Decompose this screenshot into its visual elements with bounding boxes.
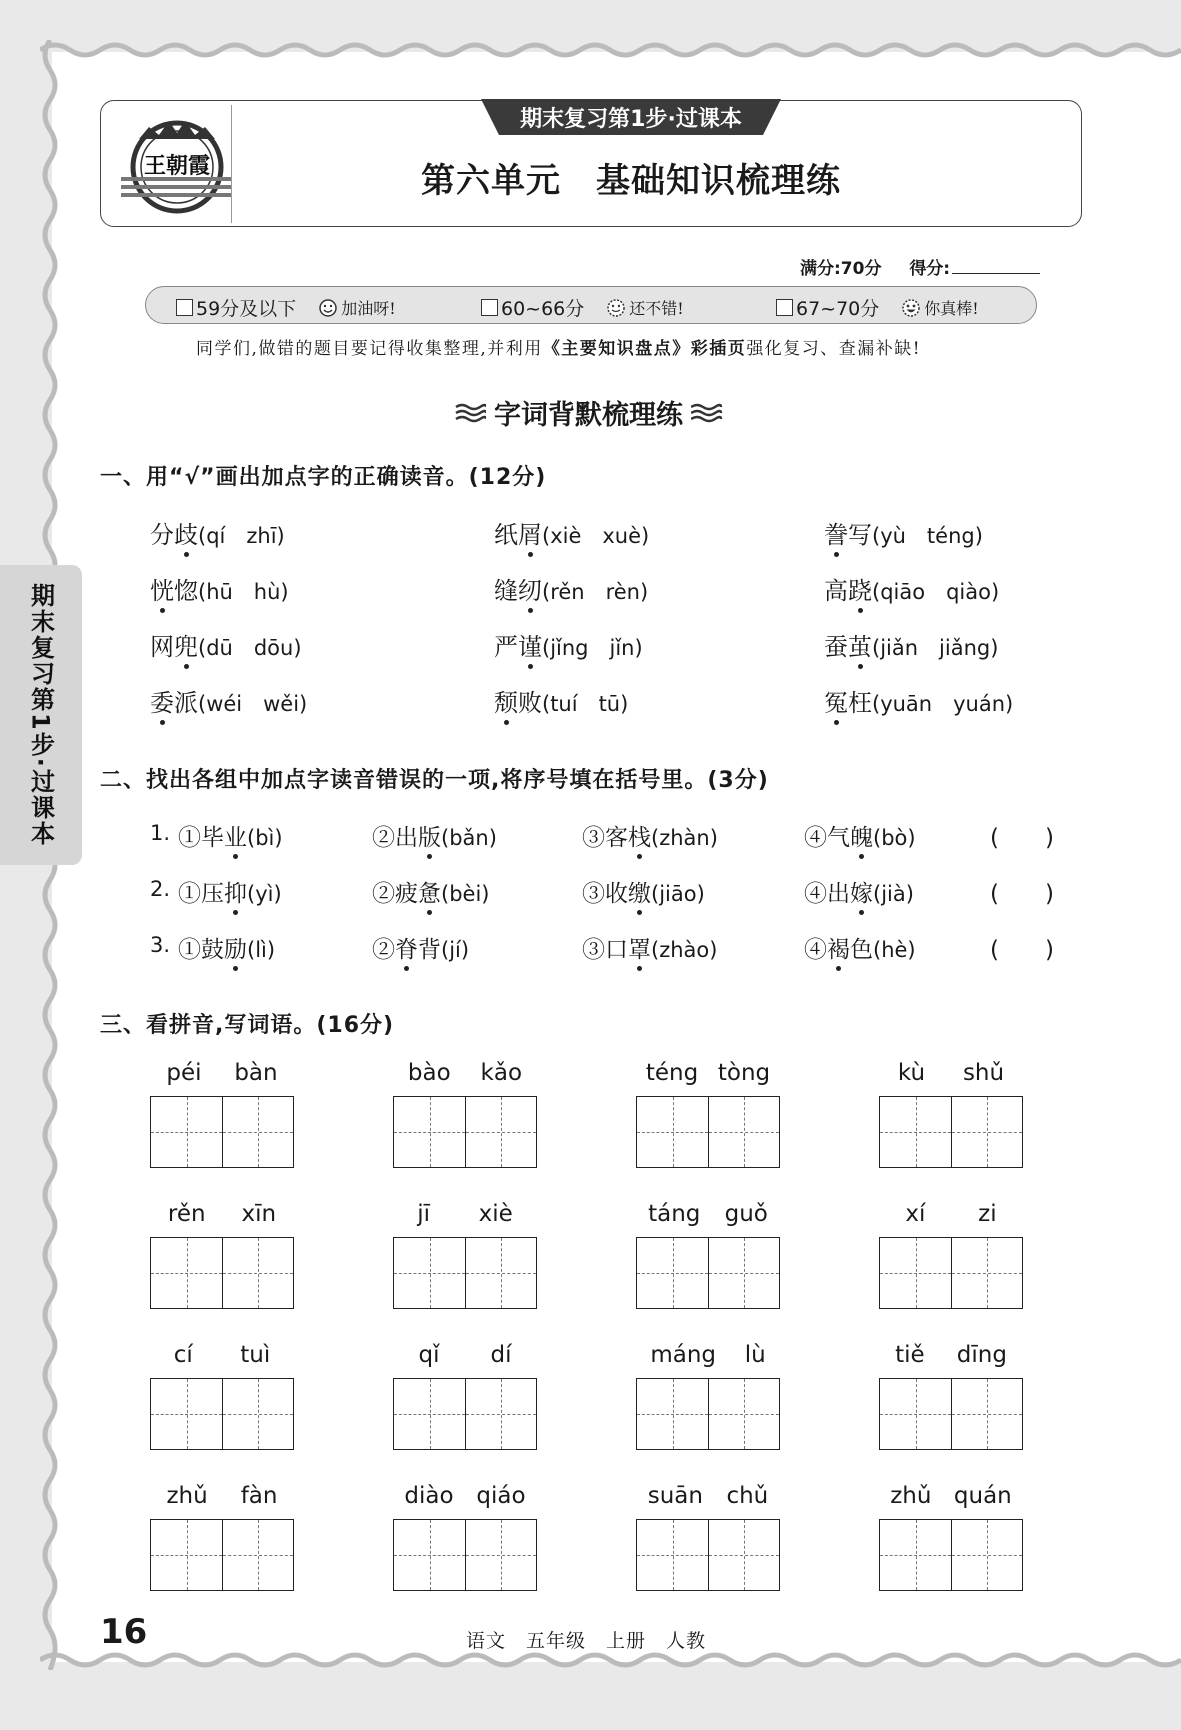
word-part: 高	[824, 577, 848, 605]
pinyin-syllable: xīn	[241, 1201, 277, 1227]
option-pinyin: (zhào)	[651, 938, 718, 962]
page-title: 第六单元 基础知识梳理练	[421, 161, 841, 201]
pinyin-prompt	[879, 1201, 1023, 1237]
reading-item	[824, 571, 999, 606]
pinyin-syllable: diào	[404, 1483, 454, 1509]
step-banner	[481, 99, 781, 139]
word-part: 出	[827, 881, 850, 907]
grade-praise: 还不错!	[629, 299, 684, 318]
pinyin-syllable: tòng	[717, 1060, 771, 1086]
score-blank[interactable]	[952, 273, 1040, 274]
tianzige-cell[interactable]	[880, 1520, 951, 1590]
dotted-char: 栈	[628, 825, 651, 851]
logo-divider	[231, 105, 232, 223]
pinyin-syllable: bào	[407, 1060, 451, 1086]
grade-bar	[145, 286, 1037, 324]
step-banner-label: 期末复习第1步·过课本	[520, 106, 742, 132]
dotted-char: 版	[418, 825, 441, 851]
answer-option	[804, 931, 916, 964]
dotted-char: 励	[224, 937, 247, 963]
pinyin-prompt	[393, 1483, 537, 1519]
side-tab	[0, 565, 82, 865]
word-part: 口	[605, 937, 628, 963]
option-marker: ①	[178, 881, 201, 907]
tianzige-cell[interactable]	[151, 1097, 222, 1167]
word-part: 毕	[201, 825, 224, 851]
answer-option	[582, 931, 717, 964]
dotted-char: 罩	[628, 937, 651, 963]
dotted-char: 魄	[850, 825, 873, 851]
pinyin-syllable: kù	[897, 1060, 926, 1086]
tianzige-box[interactable]	[150, 1378, 294, 1450]
word-part: 网	[150, 633, 174, 661]
tianzige-box[interactable]	[393, 1378, 537, 1450]
dotted-char: 兜	[174, 633, 198, 661]
grade-range: 67~70分	[796, 298, 880, 320]
footer-text: 语文 五年级 上册 人教	[466, 1630, 707, 1652]
dotted-char: 脊	[395, 937, 418, 963]
pinyin-prompt	[150, 1342, 294, 1378]
dotted-char: 誊	[824, 521, 848, 549]
pinyin-prompt	[636, 1060, 780, 1096]
pinyin-prompt	[150, 1201, 294, 1237]
tianzige-cell[interactable]	[222, 1379, 293, 1449]
pinyin-choices[interactable]: (wéi wěi)	[198, 692, 308, 716]
option-marker: ④	[804, 937, 827, 963]
tianzige-box[interactable]	[879, 1096, 1023, 1168]
pinyin-choices[interactable]: (yù téng)	[872, 524, 983, 548]
pinyin-choices[interactable]: (xiè xuè)	[542, 524, 650, 548]
option-marker: ①	[178, 825, 201, 851]
dotted-char: 褐	[827, 937, 850, 963]
word-part: 纸	[494, 521, 518, 549]
dotted-char: 恍	[150, 577, 174, 605]
pinyin-syllable: dīng	[956, 1342, 1007, 1368]
happy-face-icon	[901, 298, 921, 318]
study-note	[196, 334, 921, 359]
option-pinyin: (jià)	[873, 882, 914, 906]
pinyin-syllable: kǎo	[480, 1060, 523, 1086]
pinyin-syllable: zhǔ	[890, 1483, 932, 1509]
option-marker: ②	[372, 881, 395, 907]
grade-checkbox[interactable]	[176, 299, 193, 316]
word-part: 枉	[848, 689, 872, 717]
tianzige-box[interactable]	[393, 1237, 537, 1309]
pinyin-syllable: jī	[417, 1201, 431, 1227]
tianzige-cell[interactable]	[222, 1097, 293, 1167]
grade-option-1[interactable]	[176, 294, 396, 321]
pinyin-choices[interactable]: (yuān yuán)	[872, 692, 1014, 716]
pinyin-syllable: guǒ	[724, 1201, 768, 1227]
answer-option	[804, 819, 916, 852]
pinyin-write-block	[636, 1483, 780, 1591]
pinyin-prompt	[879, 1483, 1023, 1519]
dotted-char: 缴	[628, 881, 651, 907]
option-marker: ①	[178, 937, 201, 963]
dotted-char: 嫁	[850, 881, 873, 907]
pinyin-write-block	[150, 1342, 294, 1450]
tianzige-box[interactable]	[150, 1519, 294, 1591]
question-number: 3.	[150, 933, 171, 957]
pinyin-write-block	[150, 1483, 294, 1591]
answer-option	[372, 875, 489, 908]
pinyin-write-block	[150, 1201, 294, 1309]
dotted-char: 纫	[518, 577, 542, 605]
question-number: 1.	[150, 821, 171, 845]
wavy-border-top	[40, 40, 1181, 60]
option-pinyin: (jiāo)	[651, 882, 705, 906]
tianzige-box[interactable]	[636, 1237, 780, 1309]
option-pinyin: (bǎn)	[441, 826, 497, 850]
tianzige-cell[interactable]	[465, 1379, 536, 1449]
word-part: 收	[605, 881, 628, 907]
dotted-char: 委	[150, 689, 174, 717]
pinyin-prompt	[879, 1060, 1023, 1096]
smile-face-icon	[606, 298, 626, 318]
word-part: 压	[201, 881, 224, 907]
tianzige-cell[interactable]	[637, 1238, 708, 1308]
pinyin-syllable: tuì	[240, 1342, 271, 1368]
tianzige-cell[interactable]	[465, 1238, 536, 1308]
pinyin-prompt	[636, 1201, 780, 1237]
option-pinyin: (bì)	[247, 826, 283, 850]
svg-text:王朝霞: 王朝霞	[143, 153, 211, 179]
tianzige-cell[interactable]	[394, 1379, 465, 1449]
reading-item	[824, 627, 998, 662]
reading-item	[494, 571, 648, 606]
answer-option	[178, 875, 282, 908]
pinyin-write-block	[150, 1060, 294, 1168]
word-part: 色	[850, 937, 873, 963]
answer-option	[582, 875, 705, 908]
word-part: 客	[605, 825, 628, 851]
pinyin-syllable: fàn	[240, 1483, 278, 1509]
pinyin-prompt	[150, 1483, 294, 1519]
note-highlight: 《主要知识盘点》彩插页	[542, 339, 747, 359]
answer-option	[372, 931, 469, 964]
option-marker: ②	[372, 937, 395, 963]
option-marker: ③	[582, 881, 605, 907]
tianzige-cell[interactable]	[394, 1520, 465, 1590]
tianzige-box[interactable]	[636, 1096, 780, 1168]
grade-range: 59分及以下	[196, 298, 297, 320]
word-part: 疲	[395, 881, 418, 907]
reading-item	[494, 515, 649, 550]
pinyin-prompt	[393, 1342, 537, 1378]
word-part: 惚	[174, 577, 198, 605]
option-pinyin: (zhàn)	[651, 826, 718, 850]
pinyin-syllable: xí	[905, 1201, 926, 1227]
dotted-char: 屑	[518, 521, 542, 549]
option-pinyin: (bèi)	[441, 882, 490, 906]
answer-parentheses[interactable]: ( )	[990, 881, 1054, 907]
tianzige-cell[interactable]	[708, 1238, 779, 1308]
q1-heading: 一、用“√”画出加点字的正确读音。(12分)	[100, 465, 547, 490]
dotted-char: 茧	[848, 633, 872, 661]
pinyin-syllable: péi	[166, 1060, 202, 1086]
tianzige-cell[interactable]	[880, 1238, 951, 1308]
tianzige-cell[interactable]	[394, 1097, 465, 1167]
pinyin-syllable: rěn	[167, 1201, 206, 1227]
tianzige-cell[interactable]	[151, 1520, 222, 1590]
pinyin-write-block	[636, 1201, 780, 1309]
grade-checkbox[interactable]	[481, 299, 498, 316]
tianzige-cell[interactable]	[637, 1520, 708, 1590]
tianzige-cell[interactable]	[394, 1238, 465, 1308]
pinyin-syllable: quán	[953, 1483, 1012, 1509]
pinyin-syllable: dí	[490, 1342, 512, 1368]
word-part: 蚕	[824, 633, 848, 661]
reading-item	[824, 683, 1013, 718]
tianzige-cell[interactable]	[880, 1097, 951, 1167]
pinyin-choices[interactable]: (rěn rèn)	[542, 580, 649, 604]
grade-praise: 加油呀!	[341, 299, 396, 318]
cheer-face-icon	[318, 298, 338, 318]
word-part: 鼓	[201, 937, 224, 963]
option-marker: ③	[582, 937, 605, 963]
option-pinyin: (yì)	[247, 882, 282, 906]
reading-item	[824, 515, 983, 550]
pinyin-write-block	[879, 1060, 1023, 1168]
dotted-char: 歧	[174, 521, 198, 549]
tianzige-cell[interactable]	[151, 1238, 222, 1308]
tianzige-box[interactable]	[393, 1096, 537, 1168]
answer-option	[178, 819, 283, 852]
note-text: 同学们,做错的题目要记得收集整理,并利用	[196, 339, 543, 359]
wave-left-icon	[454, 402, 486, 424]
pinyin-syllable: téng	[645, 1060, 699, 1086]
pinyin-write-block	[393, 1342, 537, 1450]
reading-item	[150, 627, 302, 662]
page-number: 16	[100, 1612, 148, 1652]
wavy-border-bottom	[40, 1650, 1181, 1670]
section-title-label: 字词背默梳理练	[494, 400, 683, 431]
pinyin-choices[interactable]: (tuí tū)	[542, 692, 629, 716]
answer-option	[178, 931, 275, 964]
q3-heading: 三、看拼音,写词语。(16分)	[100, 1013, 395, 1038]
pinyin-syllable: lù	[744, 1342, 766, 1368]
question-number: 2.	[150, 877, 171, 901]
tianzige-cell[interactable]	[151, 1379, 222, 1449]
reading-item	[494, 683, 628, 718]
answer-option	[582, 819, 718, 852]
pinyin-syllable: xiè	[478, 1201, 513, 1227]
option-marker: ④	[804, 881, 827, 907]
pinyin-syllable: zi	[978, 1201, 997, 1227]
pinyin-choices[interactable]: (jiǎn jiǎng)	[872, 636, 999, 660]
word-part: 写	[848, 521, 872, 549]
section-title	[446, 393, 731, 432]
dotted-char: 颓	[494, 689, 518, 717]
answer-parentheses[interactable]: ( )	[990, 825, 1054, 851]
pinyin-syllable: cí	[173, 1342, 193, 1368]
wave-right-icon	[691, 402, 723, 424]
pinyin-syllable: shǔ	[962, 1060, 1005, 1086]
option-pinyin: (hè)	[873, 938, 916, 962]
pinyin-choices[interactable]: (qiāo qiào)	[872, 580, 1000, 604]
tianzige-box[interactable]	[150, 1237, 294, 1309]
full-score-label: 满分:70分	[800, 259, 882, 279]
tianzige-box[interactable]	[879, 1519, 1023, 1591]
tianzige-cell[interactable]	[637, 1097, 708, 1167]
dotted-char: 冤	[824, 689, 848, 717]
word-part: 败	[518, 689, 542, 717]
pinyin-write-block	[393, 1201, 537, 1309]
grade-option-3[interactable]	[776, 294, 979, 321]
pinyin-choices[interactable]: (hū hù)	[198, 580, 289, 604]
option-marker: ②	[372, 825, 395, 851]
pinyin-syllable: chǔ	[726, 1483, 769, 1509]
tianzige-cell[interactable]	[222, 1520, 293, 1590]
pinyin-syllable: tiě	[895, 1342, 925, 1368]
dotted-char: 跷	[848, 577, 872, 605]
pinyin-prompt	[150, 1060, 294, 1096]
pinyin-write-block	[393, 1483, 537, 1591]
pinyin-prompt	[393, 1060, 537, 1096]
tianzige-box[interactable]	[879, 1378, 1023, 1450]
pinyin-write-block	[879, 1483, 1023, 1591]
pinyin-syllable: táng	[648, 1201, 701, 1227]
word-part: 气	[827, 825, 850, 851]
dotted-char: 抑	[224, 881, 247, 907]
header-box	[100, 100, 1082, 227]
q2-heading: 二、找出各组中加点字读音错误的一项,将序号填在括号里。(3分)	[100, 768, 769, 793]
grade-checkbox[interactable]	[776, 299, 793, 316]
score-line	[800, 254, 1040, 279]
tianzige-box[interactable]	[636, 1519, 780, 1591]
logo-emblem-icon	[119, 109, 234, 219]
tianzige-cell[interactable]	[222, 1238, 293, 1308]
pinyin-write-block	[393, 1060, 537, 1168]
score-got-label: 得分:	[909, 259, 951, 279]
grade-range: 60~66分	[501, 298, 585, 320]
dotted-char: 惫	[418, 881, 441, 907]
tianzige-box[interactable]	[150, 1096, 294, 1168]
word-part: 缝	[494, 577, 518, 605]
side-tab-label: 期末复习第1步·过课本	[26, 583, 55, 847]
answer-parentheses[interactable]: ( )	[990, 937, 1054, 963]
tianzige-cell[interactable]	[951, 1520, 1022, 1590]
word-part: 出	[395, 825, 418, 851]
pinyin-choices[interactable]: (jǐng jǐn)	[542, 636, 643, 660]
word-part: 派	[174, 689, 198, 717]
option-marker: ③	[582, 825, 605, 851]
tianzige-cell[interactable]	[465, 1520, 536, 1590]
pinyin-write-block	[636, 1342, 780, 1450]
tianzige-box[interactable]	[393, 1519, 537, 1591]
tianzige-cell[interactable]	[951, 1379, 1022, 1449]
reading-item	[150, 515, 285, 550]
pinyin-syllable: bàn	[234, 1060, 278, 1086]
tianzige-cell[interactable]	[708, 1379, 779, 1449]
reading-item	[494, 627, 643, 662]
word-part: 严	[494, 633, 518, 661]
tianzige-box[interactable]	[879, 1237, 1023, 1309]
answer-option	[804, 875, 914, 908]
dotted-char: 谨	[518, 633, 542, 661]
tianzige-cell[interactable]	[708, 1520, 779, 1590]
option-marker: ④	[804, 825, 827, 851]
grade-option-2[interactable]	[481, 294, 684, 321]
option-pinyin: (bò)	[873, 826, 916, 850]
pinyin-syllable: qiáo	[476, 1483, 526, 1509]
pinyin-syllable: zhǔ	[166, 1483, 208, 1509]
tianzige-box[interactable]	[636, 1378, 780, 1450]
pinyin-prompt	[636, 1342, 780, 1378]
word-part: 背	[418, 937, 441, 963]
pinyin-syllable: suān	[647, 1483, 703, 1509]
option-pinyin: (lì)	[247, 938, 276, 962]
pinyin-syllable: máng	[650, 1342, 717, 1368]
reading-item	[150, 571, 289, 606]
pinyin-choices[interactable]: (dū dōu)	[198, 636, 302, 660]
pinyin-write-block	[879, 1201, 1023, 1309]
pinyin-prompt	[636, 1483, 780, 1519]
pinyin-choices[interactable]: (qí zhī)	[198, 524, 285, 548]
pinyin-write-block	[879, 1342, 1023, 1450]
pinyin-write-block	[636, 1060, 780, 1168]
grade-praise: 你真棒!	[924, 299, 979, 318]
tianzige-cell[interactable]	[708, 1097, 779, 1167]
pinyin-syllable: qǐ	[418, 1342, 440, 1368]
dotted-char: 业	[224, 825, 247, 851]
answer-option	[372, 819, 497, 852]
tianzige-cell[interactable]	[637, 1379, 708, 1449]
pinyin-prompt	[879, 1342, 1023, 1378]
tianzige-cell[interactable]	[465, 1097, 536, 1167]
pinyin-prompt	[393, 1201, 537, 1237]
tianzige-cell[interactable]	[951, 1238, 1022, 1308]
word-part: 分	[150, 521, 174, 549]
tianzige-cell[interactable]	[880, 1379, 951, 1449]
tianzige-cell[interactable]	[951, 1097, 1022, 1167]
option-pinyin: (jí)	[441, 938, 470, 962]
note-text-end: 强化复习、查漏补缺!	[746, 339, 922, 359]
reading-item	[150, 683, 307, 718]
